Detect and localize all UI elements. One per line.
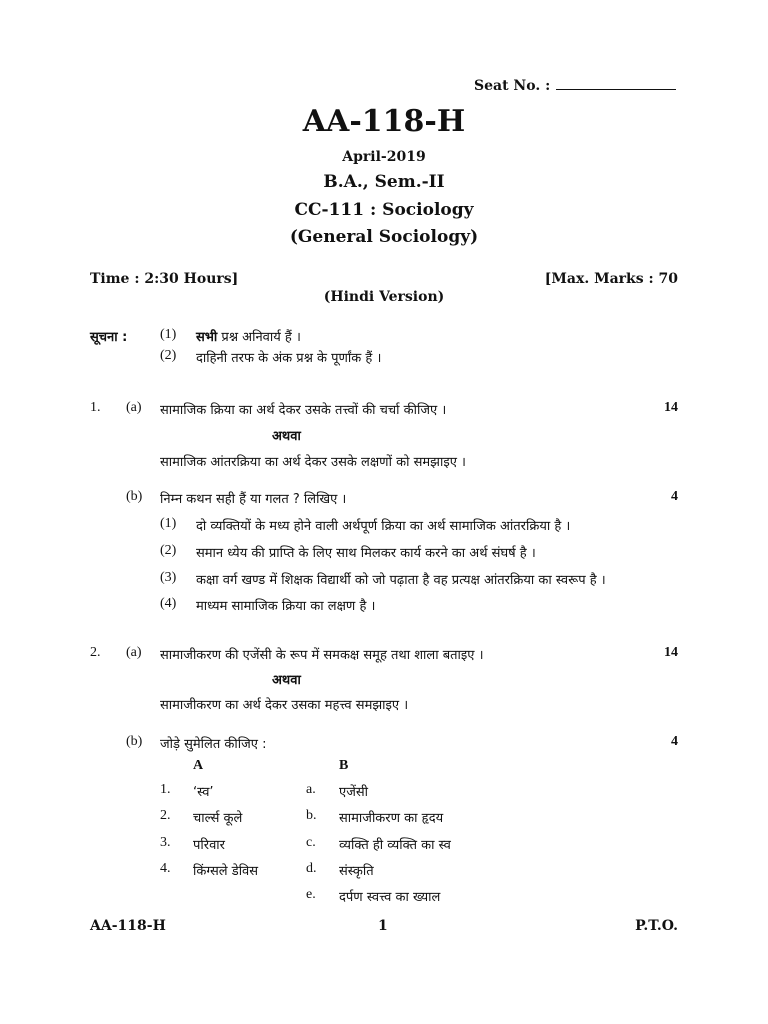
notice-item-number: (1)	[160, 327, 177, 342]
question-text: निम्न कथन सही हैं या गलत ? लिखिए ।	[160, 492, 347, 507]
match-column-a-header: A	[193, 758, 204, 773]
match-right-letter: c.	[306, 835, 316, 850]
match-column-b-header: B	[339, 758, 349, 773]
sub-item-text: दो व्यक्तियों के मध्य होने वाली अर्थपूर्ण क्रिया का अर्थ सामाजिक आंतरक्रिया है ।	[196, 519, 571, 534]
question-part-label: (a)	[126, 645, 142, 660]
match-left-number: 1.	[160, 782, 171, 797]
sub-item-text: माध्यम सामाजिक क्रिया का लक्षण है ।	[196, 599, 376, 614]
question-part-label: (b)	[126, 734, 143, 749]
match-right-letter: b.	[306, 808, 317, 823]
sub-item-text: कक्षा वर्ग खण्ड में शिक्षक विद्यार्थी को जो पढ़ाता है वह प्रत्यक्ष आंतरक्रिया का स्वरूप है ।	[196, 573, 606, 588]
time-duration: Time : 2:30 Hours]	[90, 271, 239, 287]
subject-subtitle: (General Sociology)	[289, 227, 479, 247]
course-name: B.A., Sem.-II	[323, 172, 445, 192]
sub-item-number: (4)	[160, 596, 177, 611]
match-left-text: परिवार	[193, 838, 225, 853]
alternate-question-text: सामाजीकरण का अर्थ देकर उसका महत्त्व समझाइए ।	[160, 698, 409, 713]
sub-item-number: (3)	[160, 570, 177, 585]
question-number: 2.	[90, 645, 101, 660]
question-marks: 4	[671, 489, 678, 504]
question-part-label: (a)	[126, 400, 142, 415]
match-right-letter: d.	[306, 861, 317, 876]
question-marks: 4	[671, 734, 678, 749]
alternate-question-text: सामाजिक आंतरक्रिया का अर्थ देकर उसके लक्षणों को समझाइए ।	[160, 455, 466, 470]
notice-item-text: दाहिनी तरफ के अंक प्रश्न के पूर्णांक हैं ।	[196, 351, 382, 366]
sub-item-number: (2)	[160, 543, 177, 558]
match-right-letter: e.	[306, 887, 316, 902]
or-label: अथवा	[272, 673, 301, 688]
match-left-text: चार्ल्स कूले	[193, 811, 243, 826]
match-left-number: 3.	[160, 835, 171, 850]
sub-item-text: समान ध्येय की प्राप्ति के लिए साथ मिलकर कार्य करने का अर्थ संघर्ष है ।	[196, 546, 536, 561]
seat-number-blank	[556, 77, 676, 90]
question-marks: 14	[664, 645, 678, 660]
match-left-number: 2.	[160, 808, 171, 823]
language-version: (Hindi Version)	[323, 289, 445, 305]
notice-item-text: सभी प्रश्न अनिवार्य हैं ।	[196, 330, 301, 345]
notice-label: सूचना :	[90, 330, 128, 345]
subject-name: CC-111 : Sociology	[294, 200, 474, 220]
question-number: 1.	[90, 400, 101, 415]
question-marks: 14	[664, 400, 678, 415]
question-part-label: (b)	[126, 489, 143, 504]
seat-number-label: Seat No. :	[474, 77, 676, 94]
match-right-letter: a.	[306, 782, 316, 797]
question-text: जोड़े सुमेलित कीजिए :	[160, 737, 267, 752]
match-left-text: किंग्सले डेविस	[193, 864, 259, 879]
notice-item-number: (2)	[160, 348, 177, 363]
sub-item-number: (1)	[160, 516, 177, 531]
paper-code-title: AA-118-H	[302, 104, 466, 139]
match-right-text: एजेंसी	[339, 785, 368, 800]
question-text: सामाजिक क्रिया का अर्थ देकर उसके तत्त्वों की चर्चा कीजिए ।	[160, 403, 447, 418]
match-right-text: दर्पण स्वत्त्व का ख्याल	[339, 890, 441, 905]
exam-session: April-2019	[342, 149, 426, 165]
max-marks: [Max. Marks : 70	[544, 271, 678, 287]
please-turn-over: P.T.O.	[635, 918, 678, 934]
match-right-text: व्यक्ति ही व्यक्ति का स्व	[339, 838, 451, 853]
footer-paper-code: AA-118-H	[90, 918, 166, 934]
match-right-text: सामाजीकरण का हृदय	[339, 811, 444, 826]
question-text: सामाजीकरण की एजेंसी के रूप में समकक्ष समूह तथा शाला बताइए ।	[160, 648, 484, 663]
page-number: 1	[378, 918, 388, 934]
match-right-text: संस्कृति	[339, 864, 374, 879]
or-label: अथवा	[272, 429, 301, 444]
match-left-text: ‘स्व’	[193, 785, 214, 800]
match-left-number: 4.	[160, 861, 171, 876]
